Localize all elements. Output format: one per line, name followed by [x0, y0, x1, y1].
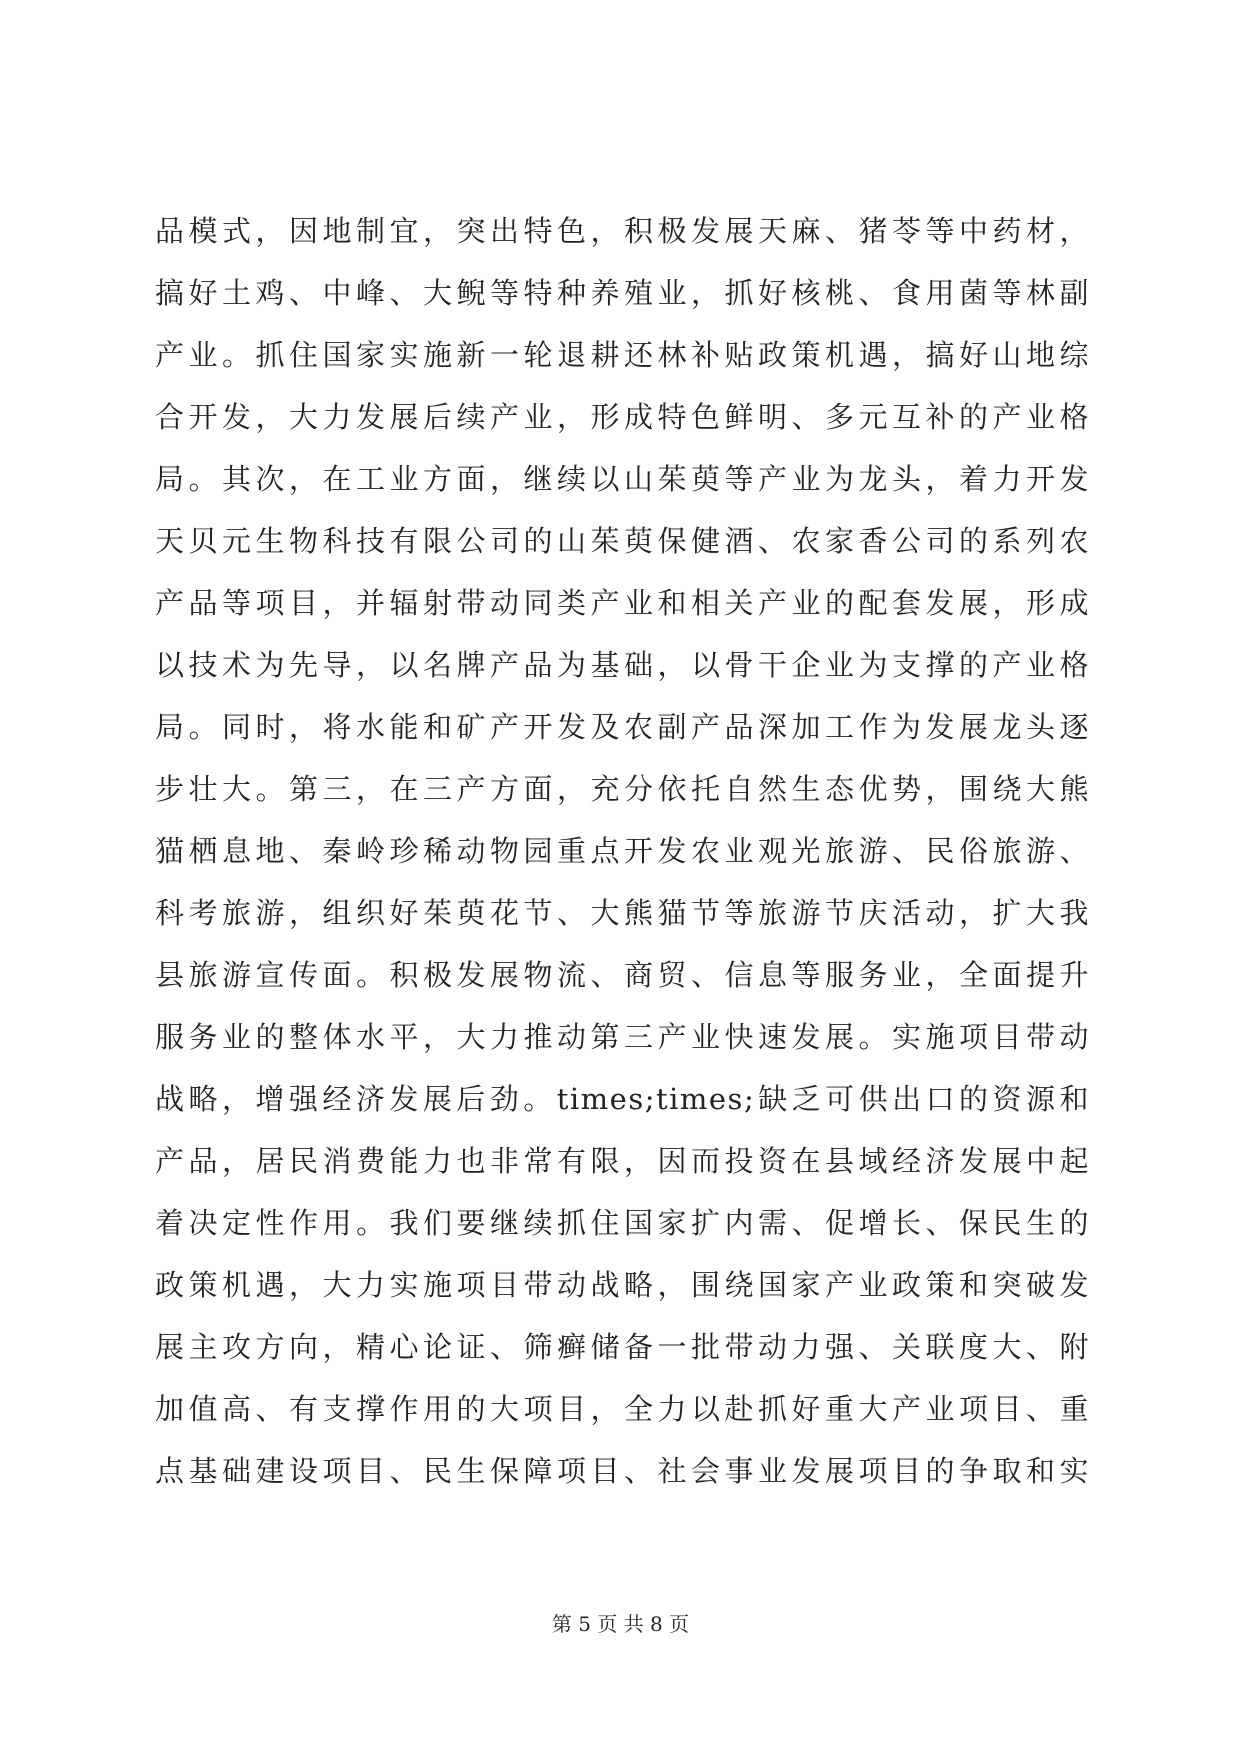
text-line: 猫栖息地、秦岭珍稀动物园重点开发农业观光旅游、民俗旅游、 [155, 834, 1090, 868]
text-line: 步壮大。第三，在三产方面，充分依托自然生态优势，围绕大熊 [155, 772, 1090, 806]
page-number-label: 第 5 页 共 8 页 [551, 1612, 690, 1636]
text-line: 政策机遇，大力实施项目带动战略，围绕国家产业政策和突破发 [155, 1268, 1090, 1302]
text-line: 产业。抓住国家实施新一轮退耕还林补贴政策机遇，搞好山地综 [155, 338, 1090, 372]
text-line: 加值高、有支撑作用的大项目，全力以赴抓好重大产业项目、重 [155, 1392, 1090, 1426]
text-line: 科考旅游，组织好茱萸花节、大熊猫节等旅游节庆活动，扩大我 [155, 896, 1090, 930]
text-line: 搞好土鸡、中峰、大鲵等特种养殖业，抓好核桃、食用菌等林副 [155, 276, 1090, 310]
text-line: 合开发，大力发展后续产业，形成特色鲜明、多元互补的产业格 [155, 400, 1090, 434]
page-footer [0, 1608, 1241, 1637]
text-line: 产品，居民消费能力也非常有限，因而投资在县域经济发展中起 [155, 1144, 1090, 1178]
text-line: 战略，增强经济发展后劲。times;times;缺乏可供出口的资源和 [155, 1082, 1090, 1116]
text-line: 点基础建设项目、民生保障项目、社会事业发展项目的争取和实 [155, 1454, 1090, 1488]
body-text [155, 200, 1090, 1502]
text-line: 局。同时，将水能和矿产开发及农副产品深加工作为发展龙头逐 [155, 710, 1090, 744]
text-line: 服务业的整体水平，大力推动第三产业快速发展。实施项目带动 [155, 1020, 1090, 1054]
text-line: 天贝元生物科技有限公司的山茱萸保健酒、农家香公司的系列农 [155, 524, 1090, 558]
text-line: 展主攻方向，精心论证、筛癣储备一批带动力强、关联度大、附 [155, 1330, 1090, 1364]
text-line: 以技术为先导，以名牌产品为基础，以骨干企业为支撑的产业格 [155, 648, 1090, 682]
text-line: 产品等项目，并辐射带动同类产业和相关产业的配套发展，形成 [155, 586, 1090, 620]
text-line: 县旅游宣传面。积极发展物流、商贸、信息等服务业，全面提升 [155, 958, 1090, 992]
text-line: 着决定性作用。我们要继续抓住国家扩内需、促增长、保民生的 [155, 1206, 1090, 1240]
text-line: 局。其次，在工业方面，继续以山茱萸等产业为龙头，着力开发 [155, 462, 1090, 496]
text-line: 品模式，因地制宜，突出特色，积极发展天麻、猪苓等中药材， [155, 214, 1090, 248]
